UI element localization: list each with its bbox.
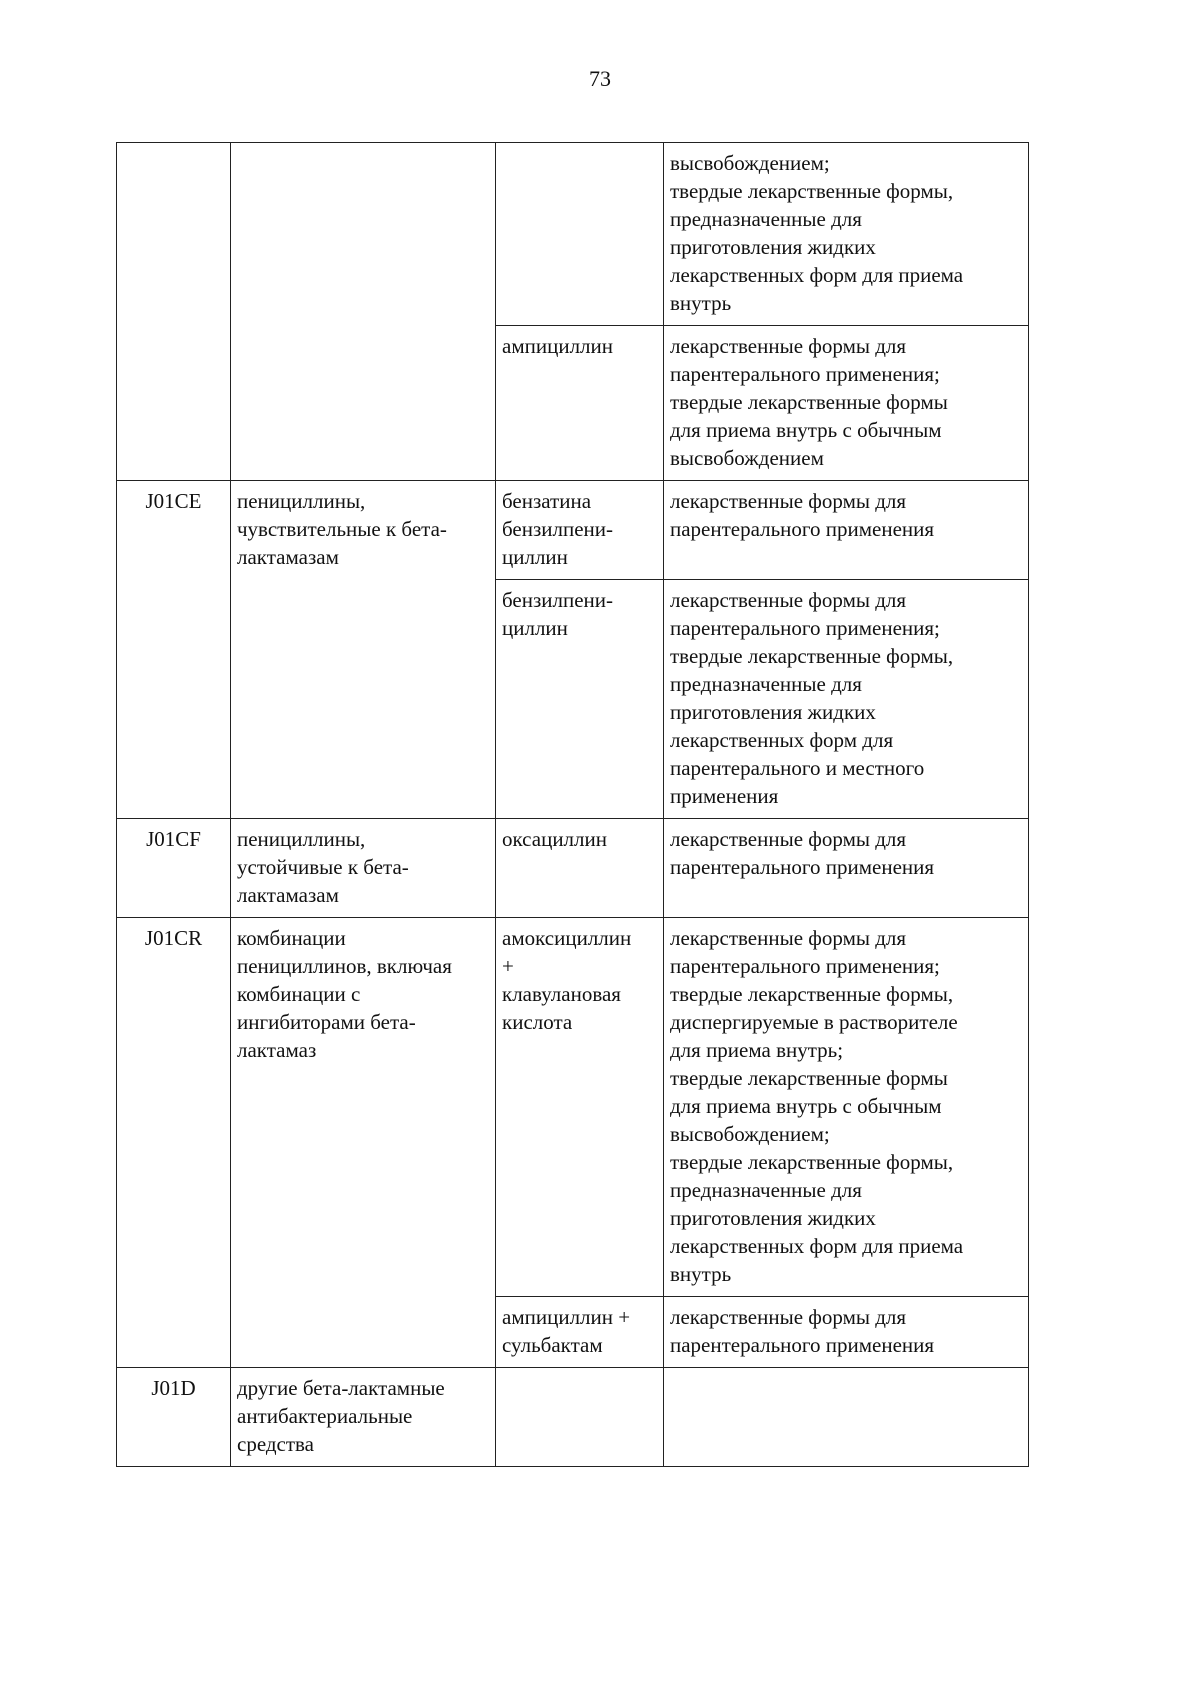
dosage-form-line: твердые лекарственные формы (670, 390, 948, 414)
dosage-form-cell (664, 481, 1029, 580)
dosage-form-line: приготовления жидких (670, 1206, 876, 1230)
dosage-form-line: предназначенные для (670, 207, 862, 231)
dosage-form-line: лекарственные формы для (670, 827, 907, 851)
drug-name-cell (496, 1297, 664, 1368)
drug-group-line: средства (237, 1432, 315, 1456)
atc-code-cell: J01CR (117, 918, 231, 1368)
drug-name-line: клавулановая (502, 982, 621, 1006)
dosage-form-line: предназначенные для (670, 672, 862, 696)
drug-group-line: чувствительные к бета- (237, 517, 447, 541)
dosage-form-cell (664, 918, 1029, 1297)
drug-name-line: бензилпени- (502, 517, 614, 541)
drug-group-line: ингибиторами бета- (237, 1010, 416, 1034)
table-row (117, 481, 1029, 580)
drug-classification-table (116, 142, 1029, 1467)
dosage-form-line: высвобождением (670, 446, 824, 470)
drug-group-line: другие бета-лактамные (237, 1376, 445, 1400)
drug-group-cell (231, 1368, 496, 1467)
drug-name-line: амоксициллин (502, 926, 632, 950)
dosage-form-line: внутрь (670, 1262, 732, 1286)
drug-name-cell (496, 481, 664, 580)
atc-code-cell: J01D (117, 1368, 231, 1467)
drug-name-line: ампициллин (502, 334, 613, 358)
drug-name-line: оксациллин (502, 827, 607, 851)
dosage-form-line: парентерального применения (670, 855, 935, 879)
page-number: 73 (589, 66, 611, 91)
drug-name-cell (496, 1368, 664, 1467)
atc-code-cell (117, 143, 231, 481)
dosage-form-line: лекарственных форм для приема (670, 1234, 964, 1258)
atc-code-cell: J01CF (117, 819, 231, 918)
drug-name-cell (496, 580, 664, 819)
drug-group-line: лактамазам (237, 883, 339, 907)
dosage-form-line: для приема внутрь; (670, 1038, 844, 1062)
dosage-form-line: применения (670, 784, 779, 808)
drug-group-line: пенициллины, (237, 489, 366, 513)
dosage-form-line: парентерального применения (670, 517, 935, 541)
drug-group-cell (231, 918, 496, 1368)
dosage-form-cell (664, 1297, 1029, 1368)
drug-name-cell (496, 918, 664, 1297)
dosage-form-line: твердые лекарственные формы, (670, 982, 954, 1006)
dosage-form-line: лекарственные формы для (670, 489, 907, 513)
drug-group-cell (231, 481, 496, 819)
drug-group-line: пенициллины, (237, 827, 366, 851)
dosage-form-line: твердые лекарственные формы, (670, 179, 954, 203)
drug-name-line: ампициллин + (502, 1305, 631, 1329)
drug-name-cell (496, 819, 664, 918)
drug-name-line: + (502, 954, 514, 978)
table-row (117, 1368, 1029, 1467)
dosage-form-line: твердые лекарственные формы, (670, 644, 954, 668)
dosage-form-cell (664, 1368, 1029, 1467)
dosage-form-line: лекарственные формы для (670, 588, 907, 612)
dosage-form-cell (664, 143, 1029, 326)
drug-name-line: циллин (502, 545, 568, 569)
dosage-form-line: для приема внутрь с обычным (670, 1094, 942, 1118)
dosage-form-line: приготовления жидких (670, 700, 876, 724)
dosage-form-line: парентерального и местного (670, 756, 925, 780)
dosage-form-line: для приема внутрь с обычным (670, 418, 942, 442)
drug-name-cell (496, 326, 664, 481)
dosage-form-line: лекарственные формы для (670, 926, 907, 950)
dosage-form-line: лекарственные формы для (670, 334, 907, 358)
dosage-form-line: высвобождением; (670, 1122, 830, 1146)
dosage-form-line: парентерального применения; (670, 616, 940, 640)
drug-group-cell (231, 819, 496, 918)
table-row (117, 143, 1029, 326)
dosage-form-line: твердые лекарственные формы (670, 1066, 948, 1090)
atc-code-cell: J01CE (117, 481, 231, 819)
dosage-form-line: высвобождением; (670, 151, 830, 175)
dosage-form-line: диспергируемые в растворителе (670, 1010, 958, 1034)
drug-name-line: бензилпени- (502, 588, 614, 612)
table-body (117, 143, 1029, 1467)
drug-group-line: комбинации с (237, 982, 361, 1006)
dosage-form-cell (664, 819, 1029, 918)
dosage-form-line: парентерального применения; (670, 954, 940, 978)
dosage-form-line: внутрь (670, 291, 732, 315)
drug-group-line: устойчивые к бета- (237, 855, 409, 879)
drug-name-line: циллин (502, 616, 568, 640)
table-row (117, 918, 1029, 1297)
drug-group-line: комбинации (237, 926, 346, 950)
dosage-form-line: твердые лекарственные формы, (670, 1150, 954, 1174)
drug-name-line: кислота (502, 1010, 573, 1034)
drug-group-line: лактамазам (237, 545, 339, 569)
dosage-form-line: приготовления жидких (670, 235, 876, 259)
drug-group-line: антибактериальные (237, 1404, 413, 1428)
drug-name-cell (496, 143, 664, 326)
drug-group-cell (231, 143, 496, 481)
dosage-form-line: лекарственные формы для (670, 1305, 907, 1329)
dosage-form-line: лекарственных форм для (670, 728, 894, 752)
drug-name-line: сульбактам (502, 1333, 603, 1357)
dosage-form-line: предназначенные для (670, 1178, 862, 1202)
dosage-form-line: парентерального применения; (670, 362, 940, 386)
drug-group-line: пенициллинов, включая (237, 954, 452, 978)
dosage-form-line: парентерального применения (670, 1333, 935, 1357)
table-row (117, 819, 1029, 918)
dosage-form-cell (664, 580, 1029, 819)
drug-name-line: бензатина (502, 489, 592, 513)
dosage-form-line: лекарственных форм для приема (670, 263, 964, 287)
dosage-form-cell (664, 326, 1029, 481)
drug-group-line: лактамаз (237, 1038, 317, 1062)
